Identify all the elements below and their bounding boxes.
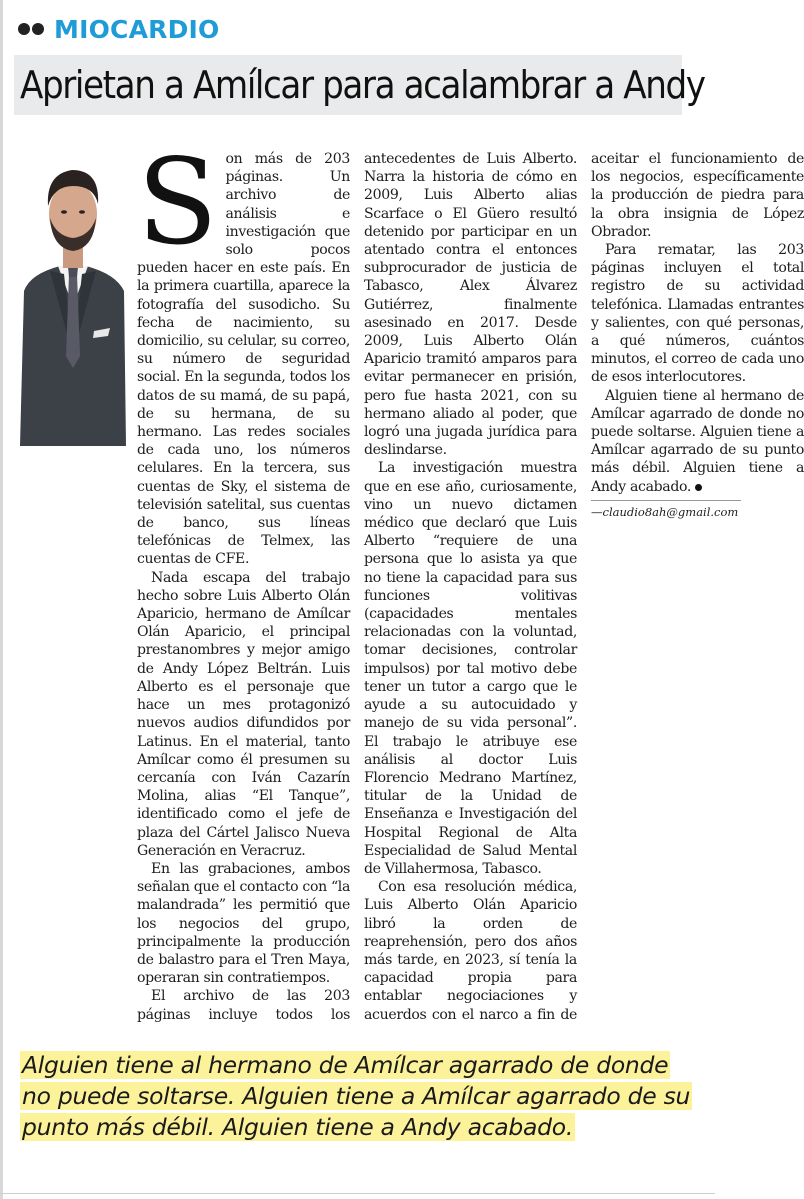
author-email-link[interactable]: —claudio8ah@gmail.com — [591, 500, 741, 521]
bottom-divider — [0, 1193, 715, 1194]
left-border — [0, 0, 3, 1199]
author-photo — [20, 156, 126, 446]
article-paragraph: La investigación muestra que en ese año, curiosamente, vino un nuevo dictamen médico que declaró que Luis Alberto “requiere de una persona que lo asista ya que no tiene la capacidad para sus funciones volitivas (capacidades mentales relacionadas con la voluntad, tomar decisiones, controlar impulsos) por tal motivo debe tener un tutor a cargo que le ayude a su autocuidado y manejo de su vida personal”. El trabajo le atribuye ese análisis al doctor Luis Florencio Medrano Martínez, titular de la Unidad de Enseñanza e Investigación del Hospital Regional de Alta Especialidad de Salud Mental de Villahermosa, Tabasco. — [364, 460, 577, 877]
article-paragraph: Alguien tiene al hermano de Amílcar agarrado de donde no puede soltarse. Alguien tiene a Amílcar agarrado de su punto más débil. Alguien tiene a Andy acabado. — [591, 387, 804, 495]
article-paragraph: Con esa resolución médica, Luis Alberto Olán Aparicio libró la orden de reaprehensión, pero dos años más tarde, en 2023, sí tenía la capacidad propia para entablar negociaciones y acuerdos con el narco a fin de aceitar el funcionamiento de los negocios, específicamente la producción de piedra para la obra insignia de López Obrador. — [364, 151, 804, 1023]
drop-cap: S — [137, 133, 218, 271]
article-paragraph: El archivo de las 203 páginas incluye todos los antecedentes de Luis Alberto. Narra la historia de cómo en 2009, Luis Alberto alias Scarface o El Güero resultó detenido por participar en un atentado contra el entonces subprocurador de justicia de Tabasco, Alex Álvarez Gutiérrez, finalmente asesinado en 2017. Desde 2009, Luis Alberto Olán Aparicio tramitó amparos para evitar permanecer en prisión, pero fue hasta 2021, con su hermano aliado al poder, que logró una jugada jurídica para deslindarse. — [137, 151, 577, 1023]
highlighted-quote: Alguien tiene al hermano de Amílcar agarrado de donde no puede soltarse. Alguien tiene a Amílcar agarrado de su punto más débil. Alguien tiene a Andy acabado. — [22, 1051, 691, 1141]
section-label: MIOCARDIO — [54, 14, 220, 44]
article-paragraph: En las grabaciones, ambos señalan que el contacto con “la malandrada” les permitió que los negocios del grupo, principalmente la producción de balastro para el Tren Maya, operaran sin contratiempos. — [137, 860, 351, 987]
article-body — [137, 133, 804, 1040]
article-paragraph: Para rematar, las 203 páginas incluyen el total registro de su actividad telefónica. Llamadas entrantes y salientes, con qué personas, a qué números, cuántos minutos, el correo de cada uno de esos interlocutores. — [591, 242, 804, 386]
bullet-dot-icon — [18, 23, 30, 35]
bullet-dot-icon — [32, 23, 44, 35]
end-mark-icon — [695, 484, 702, 491]
headline-bar — [14, 55, 705, 115]
pull-quote — [20, 1050, 700, 1143]
section-header — [18, 12, 219, 46]
article-paragraph: Nada escapa del trabajo hecho sobre Luis Alberto Olán Aparicio, hermano de Amílcar Olán Aparicio, el principal prestanombres y mejor amigo de Andy López Beltrán. Luis Alberto es el personaje que hace un mes protagonizó nuevos audios difundidos por Latinus. En el material, tanto Amílcar como él presumen su cercanía con Iván Cazarín Molina, alias “El Tanque”, identificado como el jefe de plaza del Cártel Jalisco Nueva Generación en Veracruz. — [137, 569, 350, 859]
headline: Aprietan a Amílcar para acalambrar a Andy — [20, 63, 705, 107]
article-paragraph: Son más de 203 páginas. Un archivo de análisis e investigación que solo pocos pueden hacer en este país. En la primera cuartilla, aparece la fotografía del susodicho. Su fecha de nacimiento, su domicilio, su celular, su correo, su número de seguridad social. En la segunda, todos los datos de su mamá, de su papá, de su hermana, de su hermano. Las redes sociales de cada uno, los números celulares. En la tercera, sus cuentas de Sky, el sistema de televisión satelital, sus cuentas de banco, sus líneas telefónicas de Telmex, las cuentas de CFE. — [137, 133, 350, 568]
